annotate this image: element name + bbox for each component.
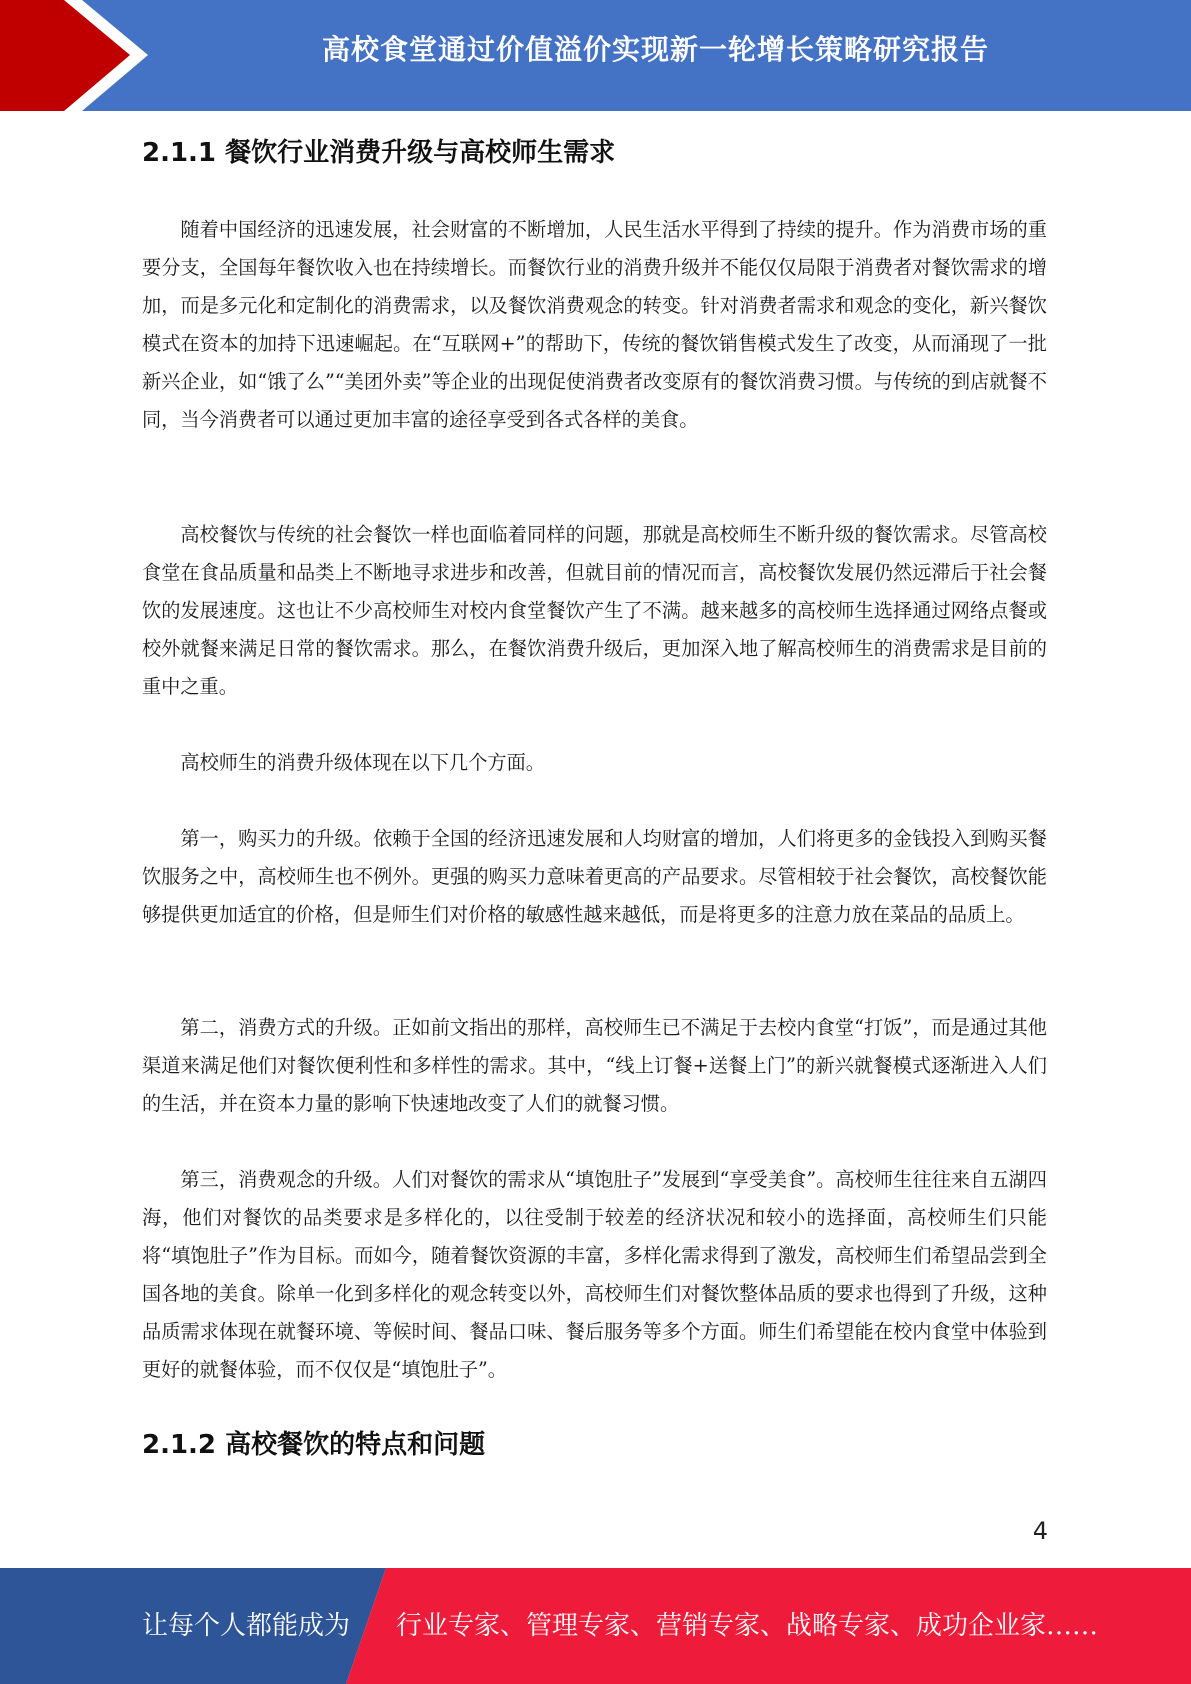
section-heading-2-1-2: 2.1.2 高校餐饮的特点和问题 [142,1430,486,1460]
paragraph-campus-dining-issues: 高校餐饮与传统的社会餐饮一样也面临着同样的问题，那就是高校师生不断升级的餐饮需求。尽管高校食堂在食品质量和品类上不断地寻求进步和改善，但就目前的情况而言，高校餐饮发展仍然远滞后于社会餐饮的发展速度。这也让不少高校师生对校内食堂餐饮产生了不满。越来越多的高校师生选择通过网络点餐或校外就餐来满足日常的餐饮需求。那么，在餐饮消费升级后，更加深入地了解高校师生的消费需求是目前的重中之重。 [142,523,1047,698]
report-title: 高校食堂通过价值溢价实现新一轮增长策略研究报告 [321,33,989,66]
footer-slogan-left: 让每个人都能成为 [142,1611,351,1641]
page-footer [0,1568,1191,1684]
footer-slogan-right: 行业专家、管理专家、营销专家、战略专家、成功企业家…… [396,1611,1099,1641]
paragraph-consumption-upgrade: 随着中国经济的迅速发展，社会财富的不断增加，人民生活水平得到了持续的提升。作为消费市场的重要分支，全国每年餐饮收入也在持续增长。而餐饮行业的消费升级并不能仅仅局限于消费者对餐饮需求的增加，而是多元化和定制化的消费需求，以及餐饮消费观念的转变。针对消费者需求和观念的变化，新兴餐饮模式在资本的加持下迅速崛起。在“互联网+”的帮助下，传统的餐饮销售模式发生了改变，从而涌现了一批新兴企业，如“饿了么”“美团外卖”等企业的出现促使消费者改变原有的餐饮消费习惯。与传统的到店就餐不同，当今消费者可以通过更加丰富的途径享受到各式各样的美食。 [142,218,1047,431]
section-heading-2-1-1: 2.1.1 餐饮行业消费升级与高校师生需求 [142,138,616,168]
paragraph-upgrade-intro: 高校师生的消费升级体现在以下几个方面。 [180,751,545,774]
header-arrow-decoration [0,0,160,111]
paragraph-purchasing-power: 第一，购买力的升级。依赖于全国的经济迅速发展和人均财富的增加，人们将更多的金钱投入到购买餐饮服务之中，高校师生也不例外。更强的购买力意味着更高的产品要求。尽管相较于社会餐饮，高校餐饮能够提供更加适宜的价格，但是师生们对价格的敏感性越来越低，而是将更多的注意力放在菜品的品质上。 [142,827,1047,926]
paragraph-consumption-concept: 第三，消费观念的升级。人们对餐饮的需求从“填饱肚子”发展到“享受美食”。高校师生往往来自五湖四海，他们对餐饮的品类要求是多样化的，以往受制于较差的经济状况和较小的选择面，高校师生们只能将“填饱肚子”作为目标。而如今，随着餐饮资源的丰富，多样化需求得到了激发，高校师生们希望品尝到全国各地的美食。除单一化到多样化的观念转变以外，高校师生们对餐饮整体品质的要求也得到了升级，这种品质需求体现在就餐环境、等候时间、餐品口味、餐后服务等多个方面。师生们希望能在校内食堂中体验到更好的就餐体验，而不仅仅是“填饱肚子”。 [142,1168,1047,1381]
page-header [0,0,1191,111]
paragraph-consumption-mode: 第二，消费方式的升级。正如前文指出的那样，高校师生已不满足于去校内食堂“打饭”，而是通过其他渠道来满足他们对餐饮便利性和多样性的需求。其中，“线上订餐+送餐上门”的新兴就餐模式逐渐进入人们的生活，并在资本力量的影响下快速地改变了人们的就餐习惯。 [142,1016,1047,1115]
page-number: 4 [1032,1517,1048,1545]
